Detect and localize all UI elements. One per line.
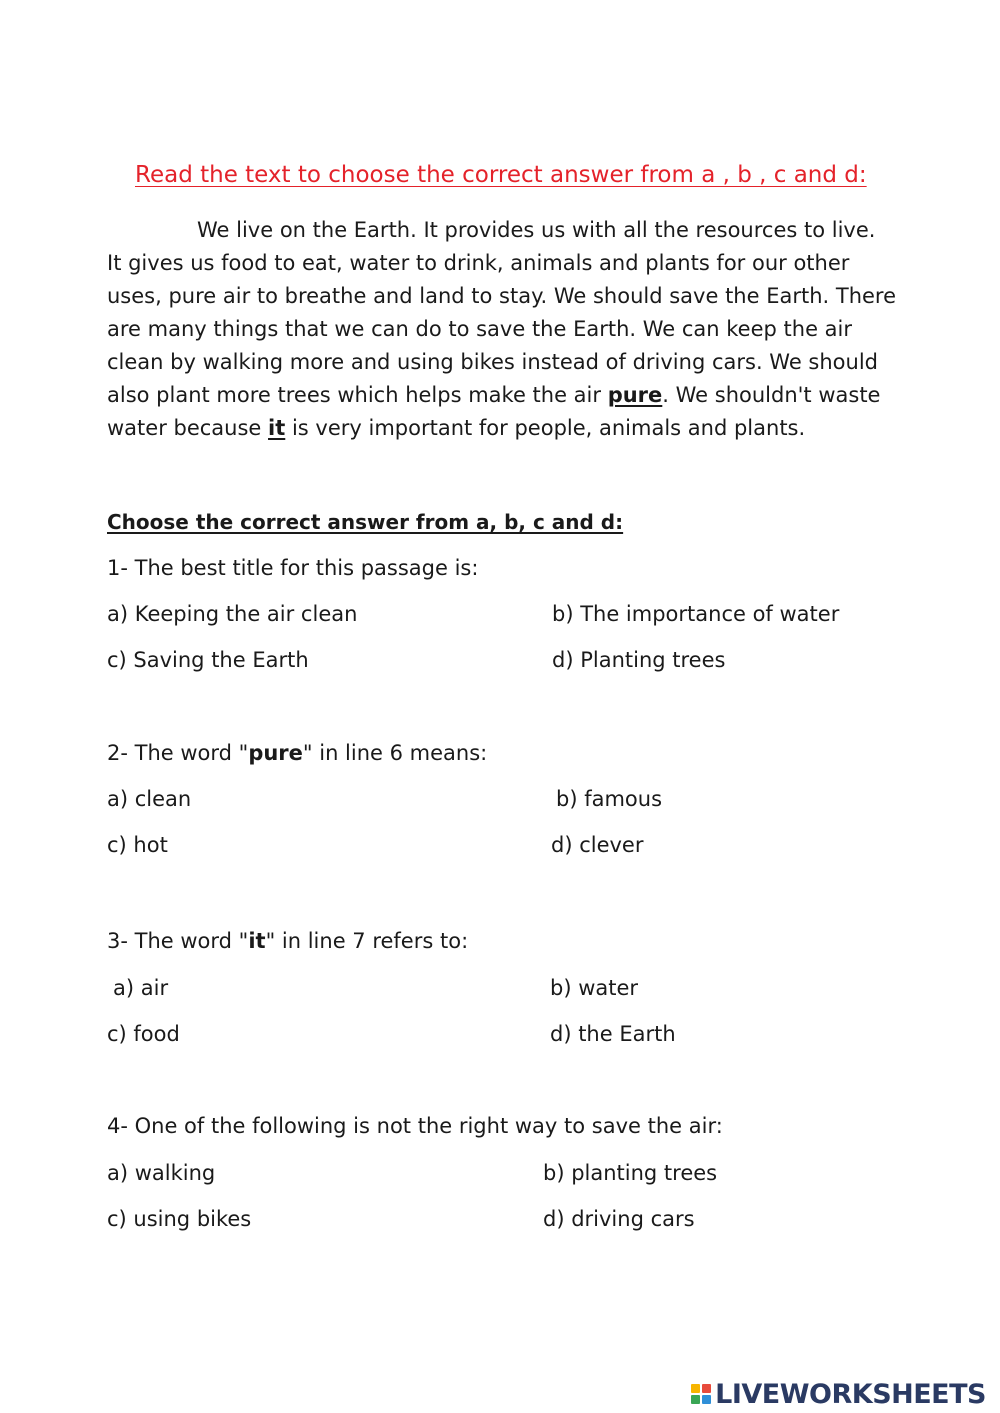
question-2-end: " in line 6 means: xyxy=(302,741,488,765)
passage-line-6-start: also plant more trees which helps make the air xyxy=(107,383,608,407)
question-4: 4- One of the following is not the right way to save the air: xyxy=(107,1114,723,1138)
reading-passage xyxy=(107,214,947,445)
question-2 xyxy=(107,741,487,765)
instruction-heading: Read the text to choose the correct answer from a , b , c and d: xyxy=(135,162,867,188)
question-3-keyword: it xyxy=(248,929,266,953)
q1-option-c[interactable]: c) Saving the Earth xyxy=(107,648,309,672)
passage-line-2: It gives us food to eat, water to drink, animals and plants for our other xyxy=(107,251,850,275)
q1-option-a[interactable]: a) Keeping the air clean xyxy=(107,602,358,626)
q2-option-c[interactable]: c) hot xyxy=(107,833,168,857)
passage-line-5: clean by walking more and using bikes instead of driving cars. We should xyxy=(107,350,878,374)
q2-option-b[interactable]: b) famous xyxy=(556,787,663,811)
q4-option-c[interactable]: c) using bikes xyxy=(107,1207,252,1231)
question-3 xyxy=(107,929,468,953)
q3-option-b[interactable]: b) water xyxy=(550,976,639,1000)
passage-line-7-end: is very important for people, animals and plants. xyxy=(285,416,806,440)
passage-line-6-end: . We shouldn't waste xyxy=(662,383,881,407)
question-3-start: 3- The word " xyxy=(107,929,249,953)
passage-line-7-start: water because xyxy=(107,416,269,440)
q4-option-b[interactable]: b) planting trees xyxy=(543,1161,718,1185)
q2-option-a[interactable]: a) clean xyxy=(107,787,192,811)
q4-option-a[interactable]: a) walking xyxy=(107,1161,216,1185)
passage-line-4: are many things that we can do to save the Earth. We can keep the air xyxy=(107,317,853,341)
q4-option-d[interactable]: d) driving cars xyxy=(543,1207,695,1231)
passage-line-3: uses, pure air to breathe and land to stay. We should save the Earth. There xyxy=(107,284,897,308)
passage-line-7 xyxy=(107,412,947,445)
liveworksheets-logo-icon xyxy=(691,1384,711,1404)
q3-option-d[interactable]: d) the Earth xyxy=(550,1022,676,1046)
passage-line-1: We live on the Earth. It provides us with all the resources to live. xyxy=(197,218,876,242)
q3-option-a[interactable]: a) air xyxy=(113,976,169,1000)
q1-option-d[interactable]: d) Planting trees xyxy=(552,648,726,672)
q3-option-c[interactable]: c) food xyxy=(107,1022,180,1046)
question-1: 1- The best title for this passage is: xyxy=(107,556,479,580)
passage-line-6 xyxy=(107,379,947,412)
question-2-start: 2- The word " xyxy=(107,741,249,765)
keyword-it: it xyxy=(268,416,286,440)
liveworksheets-logo-text: LIVEWORKSHEETS xyxy=(715,1378,986,1410)
liveworksheets-logo xyxy=(691,1380,986,1408)
question-3-end: " in line 7 refers to: xyxy=(265,929,469,953)
q1-option-b[interactable]: b) The importance of water xyxy=(552,602,840,626)
q2-option-d[interactable]: d) clever xyxy=(551,833,644,857)
question-2-keyword: pure xyxy=(248,741,303,765)
keyword-pure: pure xyxy=(607,383,663,407)
questions-heading: Choose the correct answer from a, b, c and d: xyxy=(107,510,624,534)
